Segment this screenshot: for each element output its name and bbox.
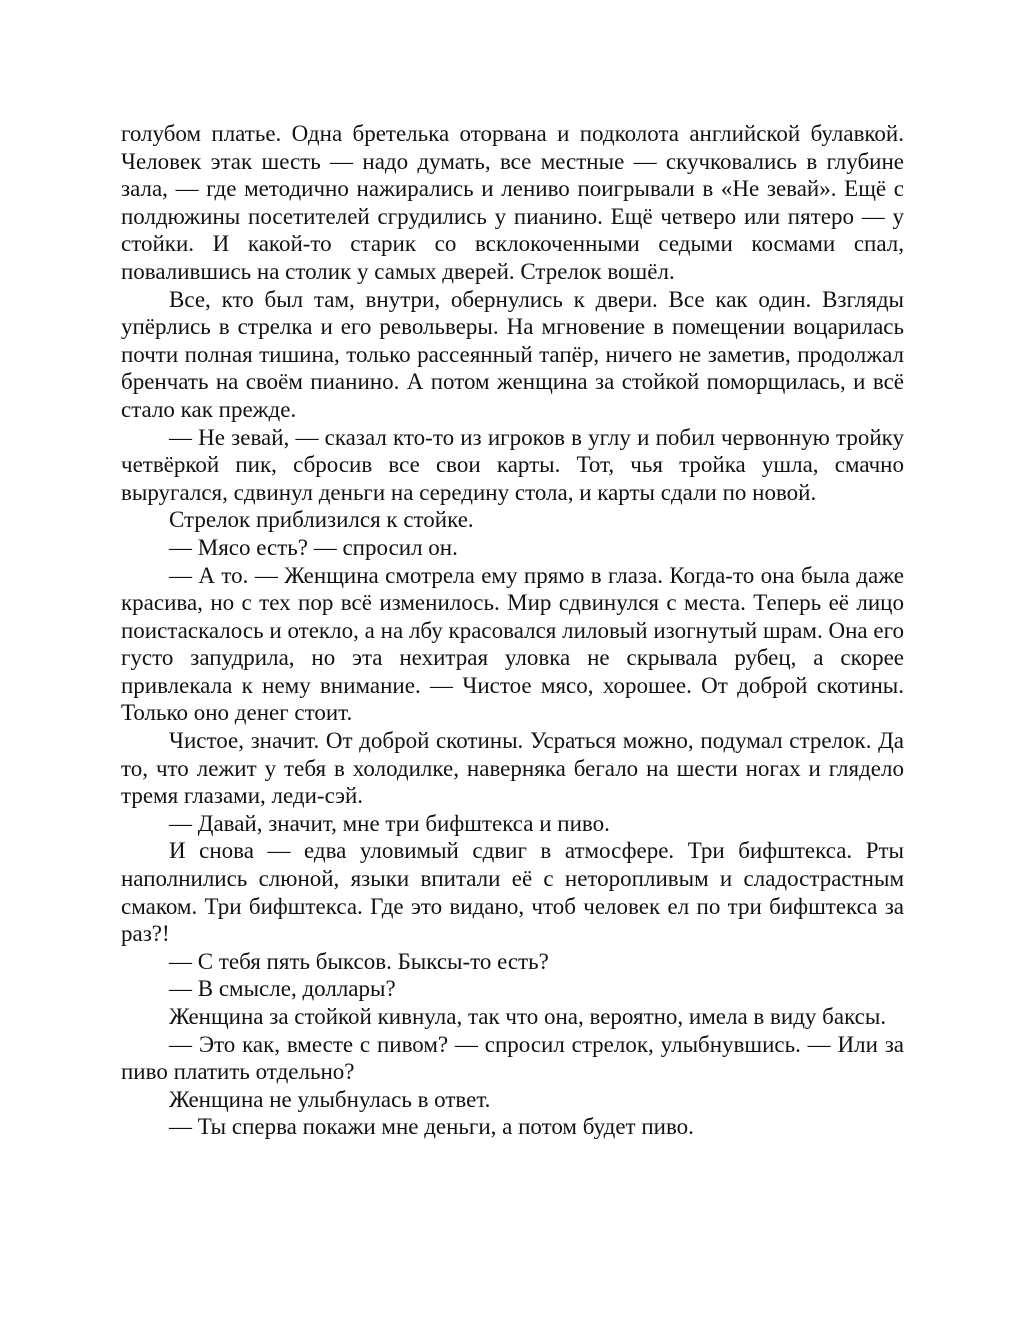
paragraph: — Это как, вместе с пивом? — спросил стрелок, улыбнувшись. — Или за пиво платить отдельно?	[121, 1031, 904, 1085]
paragraph: И снова — едва уловимый сдвиг в атмосфере. Три бифштекса. Рты наполнились слюной, языки впитали её с неторопливым и сладострастным смаком. Три бифштекса. Где это видано, чтоб человек ел по три бифштекса за раз?!	[121, 838, 904, 947]
paragraph: Женщина не улыбнулась в ответ.	[169, 1086, 491, 1112]
paragraph: — Давай, значит, мне три бифштекса и пиво.	[169, 810, 610, 836]
paragraph: — А то. — Женщина смотрела ему прямо в глаза. Когда-то она была даже красива, но с тех пор всё изменилось. Мир сдвинулся с места. Теперь её лицо поистаскалось и отекло, а на лбу красовался лиловый изогнутый шрам. Она его густо запудрила, но эта нехитрая уловка не скрывала рубец, а скорее привлекала к нему внимание. — Чистое мясо, хорошее. От доброй скотины. Только оно денег стоит.	[121, 562, 904, 726]
paragraph: Женщина за стойкой кивнула, так что она, вероятно, имела в виду баксы.	[169, 1004, 887, 1029]
document-page	[121, 120, 904, 1141]
paragraph: Стрелок приблизился к стойке.	[169, 507, 474, 533]
paragraph: — В смысле, доллары?	[169, 976, 396, 1002]
paragraph: Чистое, значит. От доброй скотины. Усраться можно, подумал стрелок. Да то, что лежит у тебя в холодилке, наверняка бегало на шести ногах и глядело тремя глазами, леди-сэй.	[121, 728, 904, 809]
paragraph: — Мясо есть? — спросил он.	[169, 534, 458, 560]
paragraph-continuation: голубом платье. Одна бретелька оторвана и подколота английской булавкой. Человек этак шесть — надо думать, все местные — скучковались в глубине зала, — где методично нажирались и лениво поигрывали в «Не зевай». Ещё с полдюжины посетителей сгрудились у пианино. Ещё четверо или пятеро — у стойки. И какой-то старик со всклокоченными седыми космами спал, повалившись на столик у самых дверей. Стрелок вошёл.	[121, 121, 904, 284]
paragraph: — Ты сперва покажи мне деньги, а потом будет пиво.	[169, 1114, 694, 1140]
paragraph: — С тебя пять быксов. Быксы-то есть?	[169, 948, 549, 974]
paragraph: — Не зевай, — сказал кто-то из игроков в углу и побил червонную тройку четвёркой пик, сбросив все свои карты. Тот, чья тройка ушла, смачно выругался, сдвинул деньги на середину стола, и карты сдали по новой.	[121, 424, 904, 505]
paragraph: Все, кто был там, внутри, обернулись к двери. Все как один. Взгляды упёрлись в стрелка и его револьверы. На мгновение в помещении воцарилась почти полная тишина, только рассеянный тапёр, ничего не заметив, продолжал бренчать на своём пианино. А потом женщина за стойкой поморщилась, и всё стало как прежде.	[121, 286, 904, 422]
